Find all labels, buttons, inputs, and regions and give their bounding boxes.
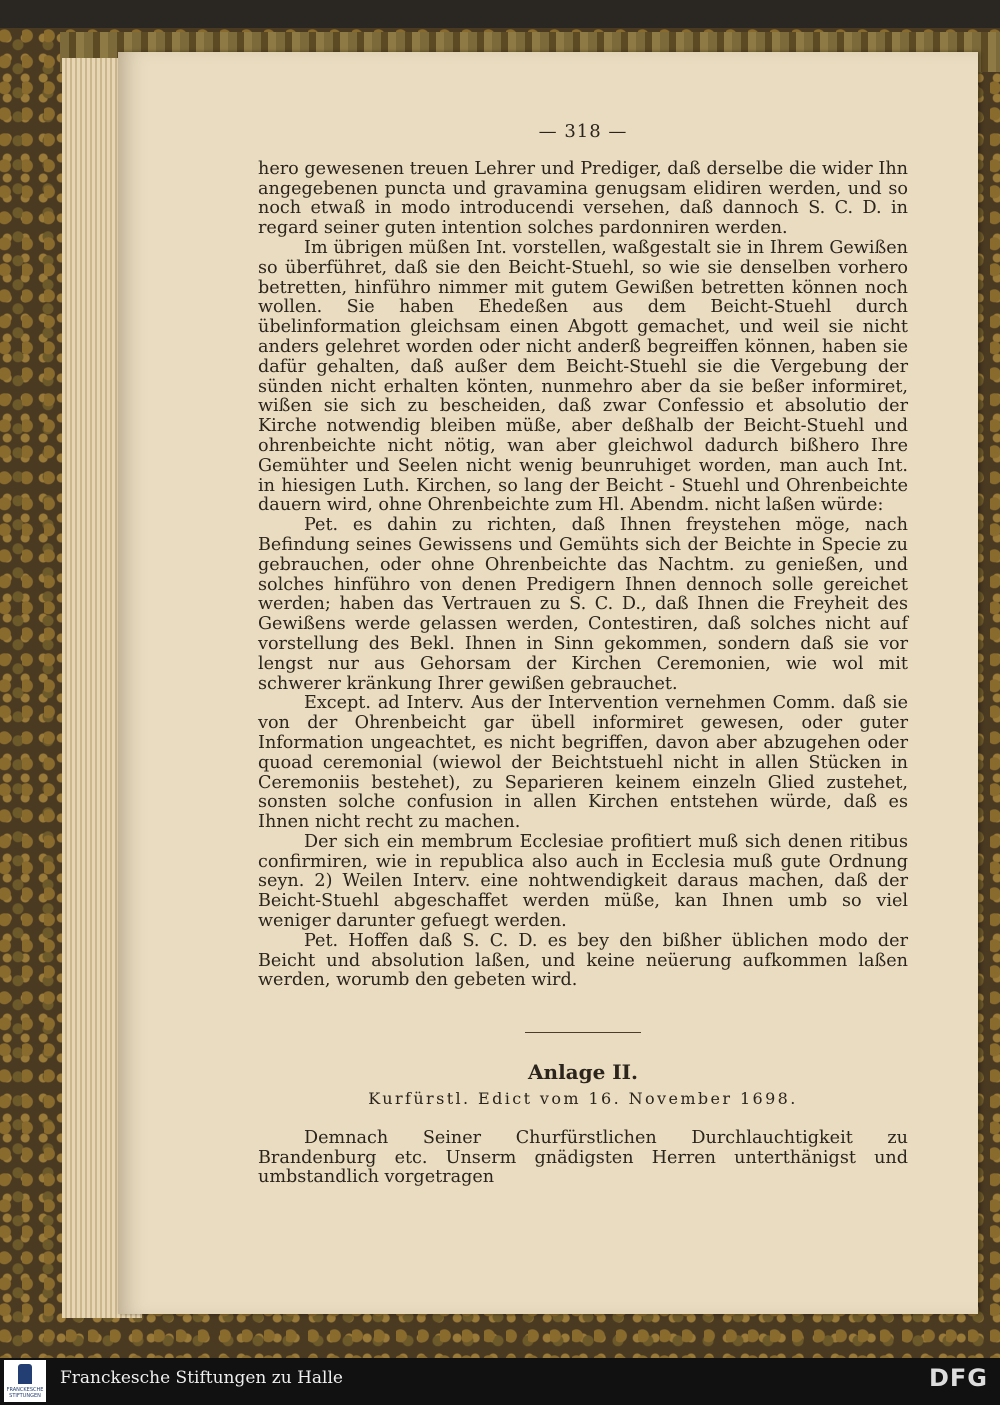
section-divider bbox=[525, 1032, 641, 1033]
footer-bar bbox=[0, 1358, 1000, 1405]
paragraph: Im übrigen müßen Int. vorstellen, waßgestalt sie in Ihrem Gewißen so überführet, daß sie den Beicht-Stuehl, so wie sie denselben vorhero betretten, hinführo nimmer mit gutem Gewißen betretten können noch wollen. Sie haben Ehedeßen aus dem Beicht-Stuehl durch übelinformation gleichsam einen Abgott gemachet, und weil sie nicht anders gelehret worden oder nicht anderß begreiffen können, haben sie dafür gehalten, daß außer dem Beicht-Stuehl sie die Vergebung der sünden nicht erhalten könten, nunmehro aber da sie beßer informiret, wißen sie sich zu bescheiden, daß zwar Confessio et absolutio der Kirche notwendig bleiben müße, aber deßhalb der Beicht-Stuehl und ohrenbeichte nicht nötig, wan aber gleichwol dadurch bißhero Ihre Gemühter und Seelen nicht wenig beunruhiget worden, man auch Int. in hiesigen Luth. Kirchen, so lang der Beicht - Stuehl und Ohrenbeichte dauern wird, ohne Ohrenbeichte zum Hl. Abendm. nicht laßen würde: bbox=[258, 237, 908, 516]
appendix-subtitle: Kurfürstl. Edict vom 16. November 1698. bbox=[368, 1089, 798, 1109]
emblem-icon bbox=[18, 1364, 32, 1384]
paragraph: Except. ad Interv. Aus der Intervention vernehmen Comm. daß sie von der Ohrenbeicht gar übell informiret gewesen, oder guter Information ungeachtet, es nicht begriffen, davon aber abzugehen oder quoad ceremonial (wiewol der Beichtstuehl nicht in allen Stücken in Ceremoniis bestehet), zu Separieren keinem einzeln Glied zustehet, sonsten solche confusion in allen Kirchen entstehen würde, daß es Ihnen nicht recht zu machen. bbox=[258, 693, 908, 833]
appendix-paragraph: Demnach Seiner Churfürstlichen Durchlauchtigkeit zu Brandenburg etc. Unserm gnädigsten Herren unterthänigst und umbstandlich vorgetragen bbox=[258, 1127, 908, 1188]
institution-name[interactable]: Franckesche Stiftungen zu Halle bbox=[60, 1368, 343, 1388]
paragraph: Pet. es dahin zu richten, daß Ihnen freystehen möge, nach Befindung seines Gewissens und Gemühts sich der Beichte in Specie zu gebrauchen, oder ohne Ohrenbeichte das Nachtm. zu genießen, und solches hinführo von denen Predigern Ihnen dennoch solle gereichet werden; haben das Vertrauen zu S. C. D., daß Ihnen die Freyheit des Gewißens werde gelassen werden, Contestiren, daß solches nicht auf vorstellung des Bekl. Ihnen in Sinn gekommen, sondern daß sie vor lengst nur aus Gehorsam der Kirchen Ceremonien, wie wol mit schwerer kränkung Ihrer gewißen gebrauchet. bbox=[258, 515, 908, 694]
text-block bbox=[258, 122, 908, 1188]
dfg-logo[interactable]: DFG bbox=[928, 1364, 988, 1392]
page-number: — 318 — bbox=[538, 121, 628, 142]
logo-label: FRANCKESCHE STIFTUNGEN bbox=[6, 1387, 44, 1399]
paragraph: Pet. Hoffen daß S. C. D. es bey den bißher üblichen modo der Beicht und absolution laßen, und keine neüerung aufkommen laßen werden, worumb den gebeten wird. bbox=[258, 930, 908, 991]
institution-logo[interactable] bbox=[4, 1360, 46, 1402]
paragraph: hero gewesenen treuen Lehrer und Prediger, daß derselbe die wider Ihn angegebenen puncta und gravamina genugsam elidiren werden, und so noch etwaß in modo introducendi versehen, daß dannoch S. C. D. in regard seiner guten intention solches pardonniren werden. bbox=[258, 158, 908, 239]
paragraph: Der sich ein membrum Ecclesiae profitiert muß sich denen ritibus confirmiren, wie in republica also auch in Ecclesia muß gute Ordnung seyn. 2) Weilen Interv. eine nohtwendigkeit daraus machen, daß der Beicht-Stuehl abgeschaffet werden müße, kan Ihnen umb so viel weniger darunter gefuegt werden. bbox=[258, 831, 908, 932]
appendix-title: Anlage II. bbox=[528, 1060, 638, 1085]
book-page bbox=[118, 52, 978, 1314]
